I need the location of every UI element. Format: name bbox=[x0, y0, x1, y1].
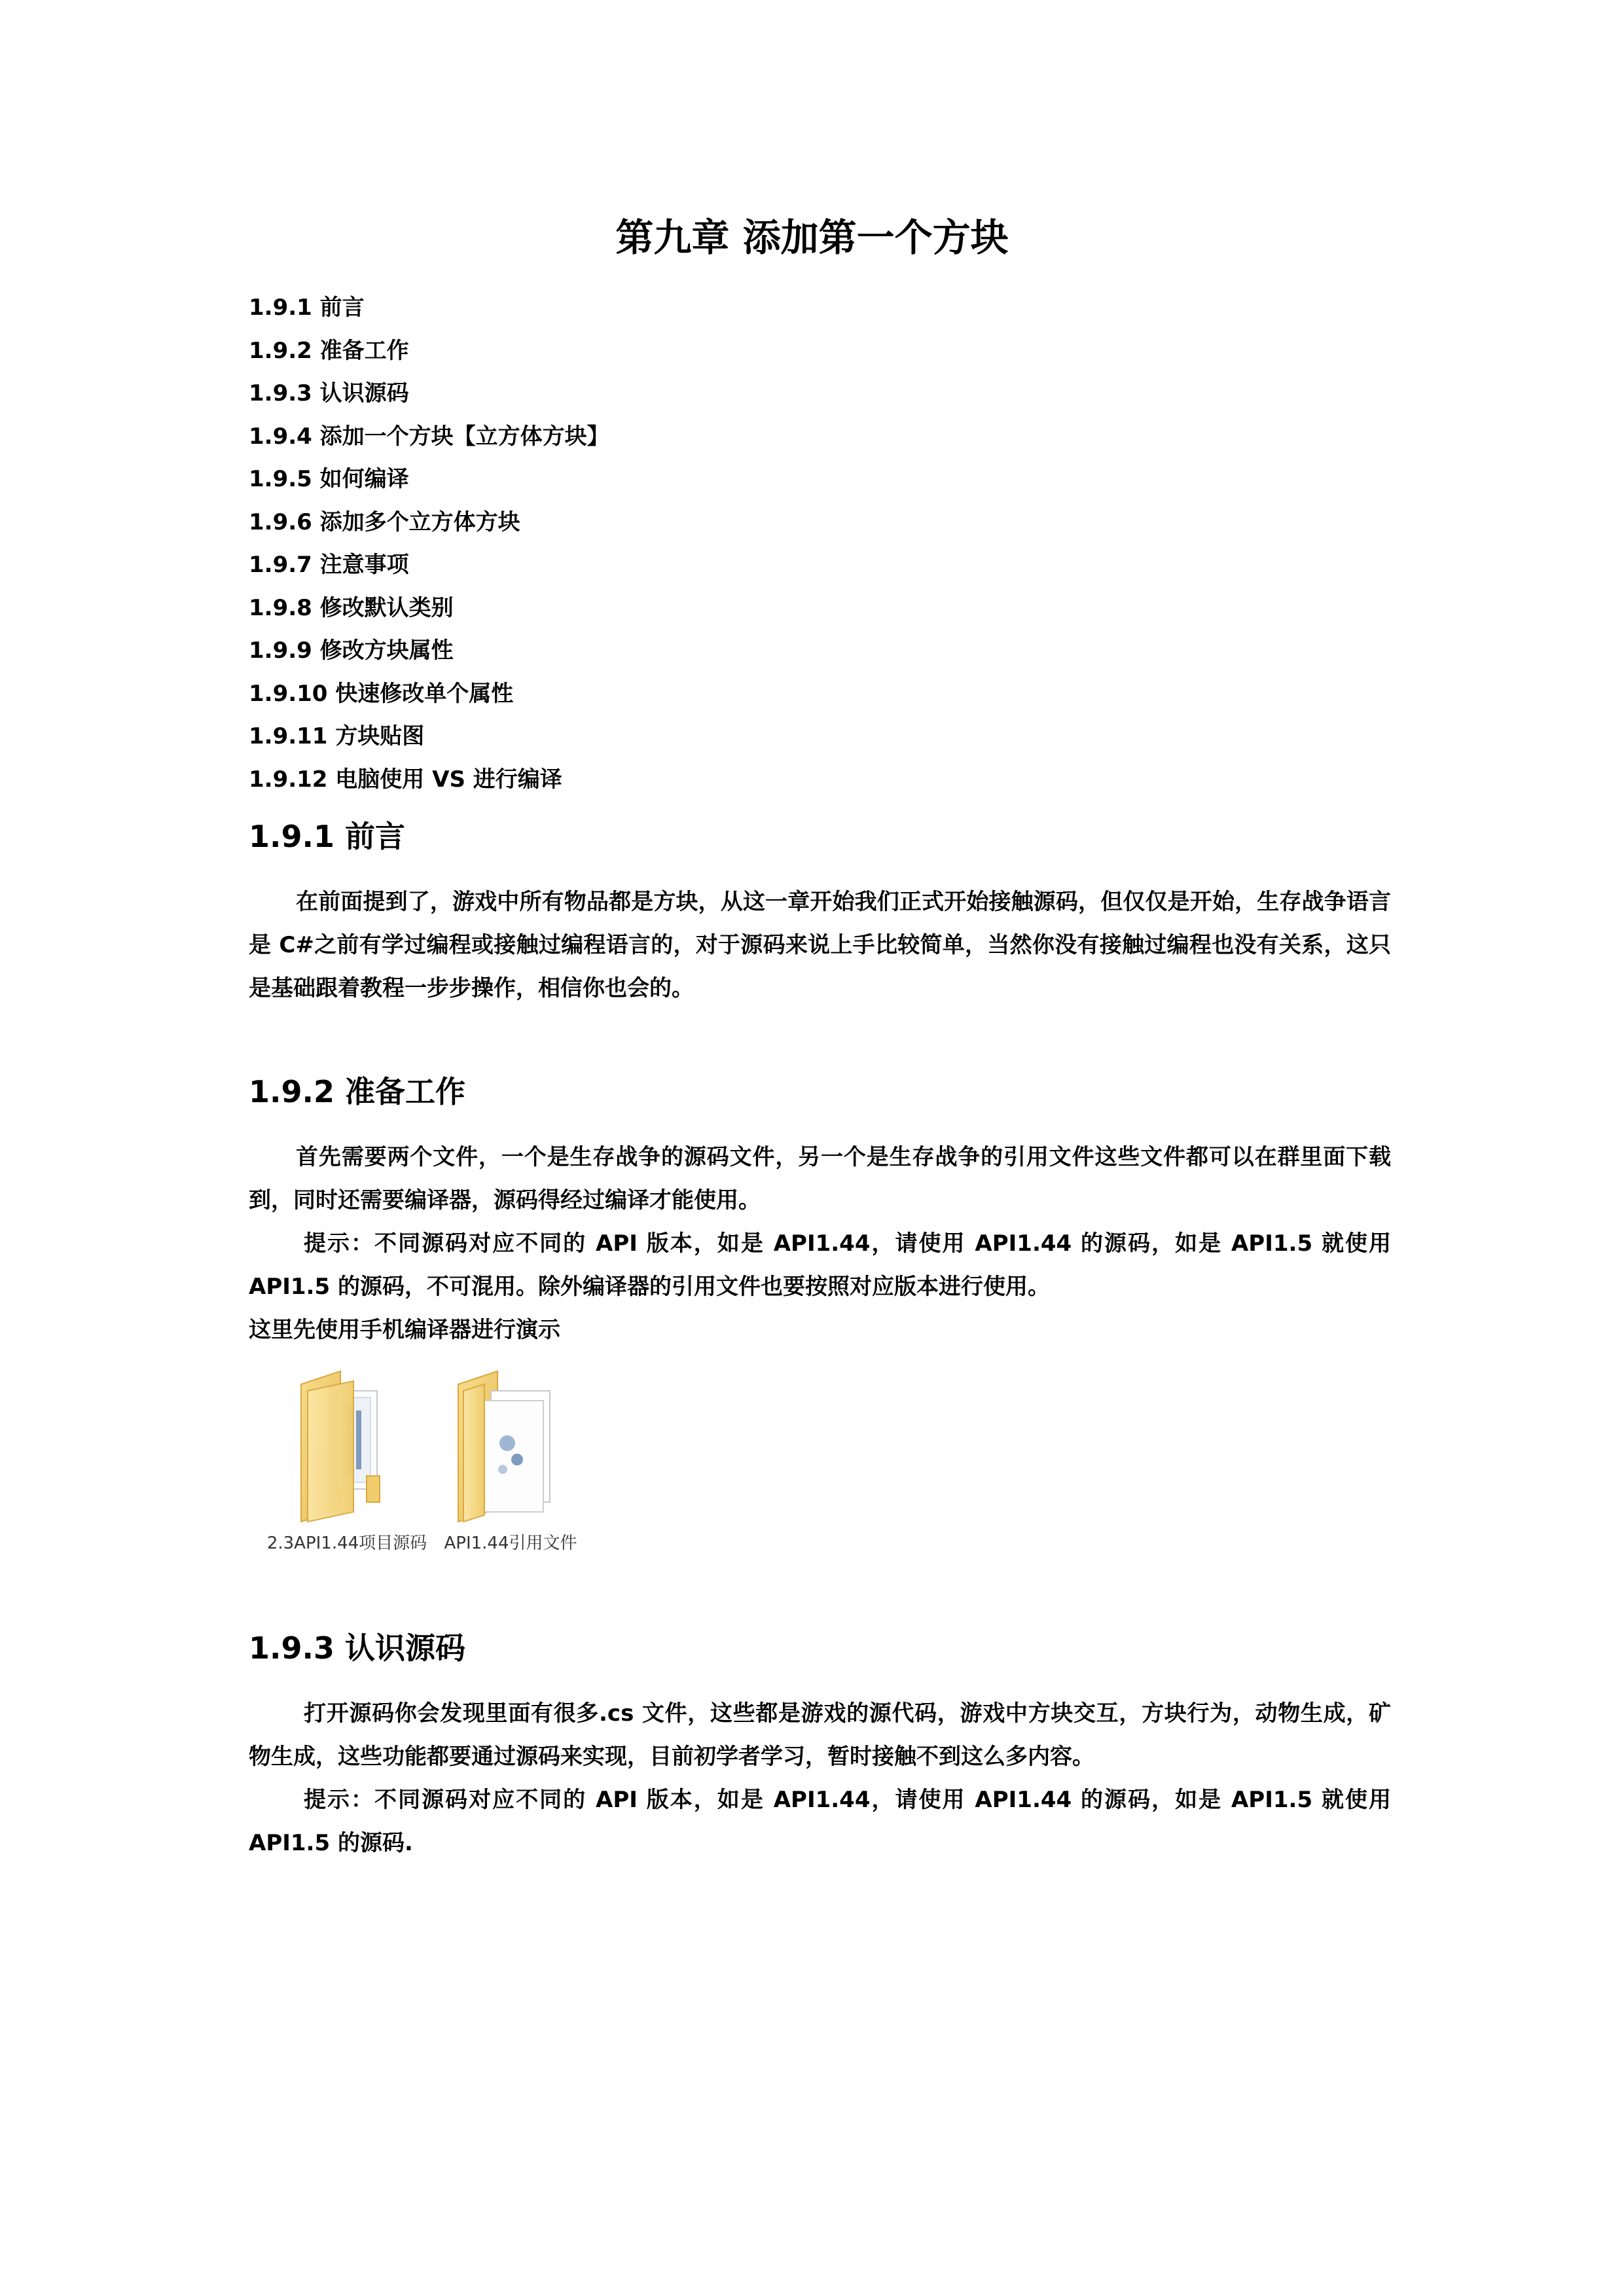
section-preparation-paragraph: 首先需要两个文件，一个是生存战争的源码文件，另一个是生存战争的引用文件这些文件都可以在群里面下载到，同时还需要编译器，源码得经过编译才能使用。 bbox=[249, 1144, 1391, 1213]
api-version-tip: 提示：不同源码对应不同的 API 版本，如是 API1.44，请使用 API1.44 的源码，如是 API1.5 就使用 API1.5 的源码，不可混用。除外编译器的引用文件也要按照对应版本进行使用。 bbox=[249, 1230, 1391, 1300]
folder-reference-files[interactable] bbox=[425, 1365, 596, 1607]
chapter-title: 第九章 添加第一个方块 bbox=[615, 215, 1009, 260]
toc-item: 1.9.4 添加一个方块【立方体方块】 bbox=[249, 423, 609, 450]
folder-label: 2.3API1.44项目源码 bbox=[266, 1534, 427, 1553]
folder-project-source[interactable] bbox=[262, 1365, 432, 1607]
toc-item: 1.9.9 修改方块属性 bbox=[249, 637, 454, 664]
toc-item: 1.9.5 如何编译 bbox=[249, 466, 409, 492]
section-source-paragraph: 打开源码你会发现里面有很多.cs 文件，这些都是游戏的源代码，游戏中方块交互，方块行为，动物生成，矿物生成，这些功能都要通过源码来实现，目前初学者学习，暂时接触不到这么多内容。 bbox=[249, 1700, 1391, 1770]
folder-screenshot bbox=[249, 1365, 615, 1607]
toc-item: 1.9.3 认识源码 bbox=[249, 380, 409, 406]
toc-item: 1.9.10 快速修改单个属性 bbox=[249, 680, 514, 707]
toc-item: 1.9.6 添加多个立方体方块 bbox=[249, 509, 520, 535]
section-preface-paragraph: 在前面提到了，游戏中所有物品都是方块，从这一章开始我们正式开始接触源码，但仅仅是开始，生存战争语言是 C#之前有学过编程或接触过编程语言的，对于源码来说上手比较简单，当然你没有接触过编程也没有关系，这只是基础跟着教程一步步操作，相信你也会的。 bbox=[249, 889, 1391, 1001]
demo-note: 这里先使用手机编译器进行演示 bbox=[249, 1317, 560, 1343]
toc-item: 1.9.11 方块贴图 bbox=[249, 723, 425, 749]
toc-item: 1.9.1 前言 bbox=[249, 295, 365, 321]
api-version-tip-repeat: 提示：不同源码对应不同的 API 版本，如是 API1.44，请使用 API1.44 的源码，如是 API1.5 就使用 API1.5 的源码. bbox=[249, 1787, 1391, 1856]
folder-icon bbox=[281, 1365, 412, 1528]
section-heading-preface: 1.9.1 前言 bbox=[249, 819, 405, 854]
toc-item: 1.9.7 注意事项 bbox=[249, 552, 409, 578]
folder-icon bbox=[445, 1365, 576, 1528]
table-of-contents bbox=[249, 287, 609, 801]
toc-item: 1.9.2 准备工作 bbox=[249, 337, 409, 364]
section-heading-source: 1.9.3 认识源码 bbox=[249, 1630, 465, 1666]
toc-item: 1.9.8 修改默认类别 bbox=[249, 594, 454, 621]
section-heading-preparation: 1.9.2 准备工作 bbox=[249, 1074, 465, 1109]
folder-label: API1.44引用文件 bbox=[444, 1534, 577, 1553]
toc-item: 1.9.12 电脑使用 VS 进行编译 bbox=[249, 766, 562, 793]
